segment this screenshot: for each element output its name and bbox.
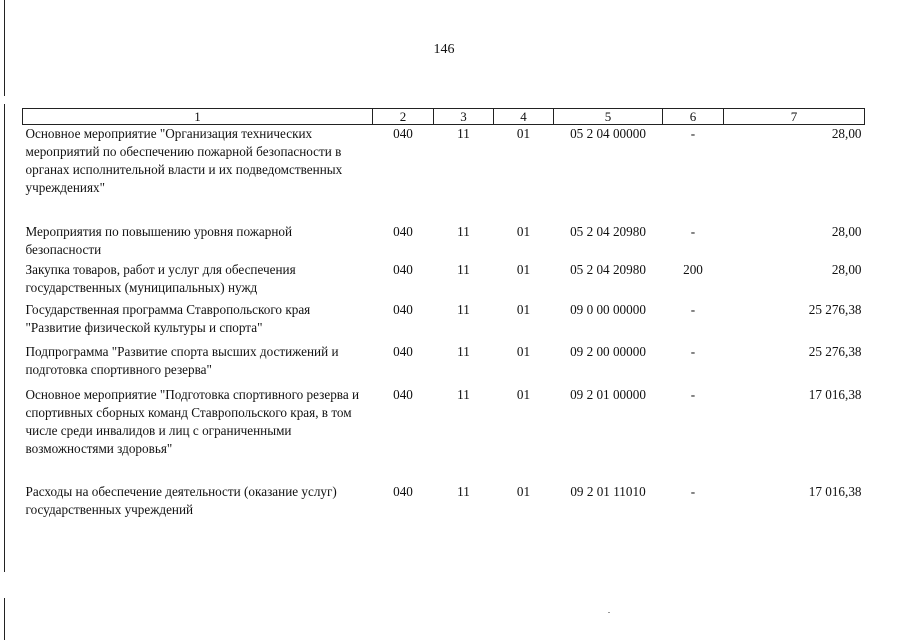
table-row (23, 386, 865, 483)
row-name-cell: Государственная программа Ставропольского края "Развитие физической культуры и спорта" (25, 302, 311, 335)
row-name-cell: Мероприятия по повышению уровня пожарной безопасности (25, 224, 293, 257)
subsection-code-cell: 01 (516, 126, 531, 141)
row-name-cell: Основное мероприятие "Организация технических мероприятий по обеспечению пожарной безопасности в органах исполнительной власти и их подведомственных учреждениях" (25, 126, 343, 195)
subsection-code-cell: 01 (516, 224, 531, 239)
ministry-code-cell: 040 (393, 344, 413, 359)
expense-type-cell: - (690, 224, 696, 239)
amount-cell: 28,00 (831, 126, 862, 141)
left-margin-line (4, 104, 5, 404)
target-code-cell: 09 2 00 00000 (570, 344, 646, 359)
row-name-cell: Подпрограмма "Развитие спорта высших достижений и подготовка спортивного резерва" (25, 344, 339, 377)
ministry-code-cell: 040 (393, 387, 413, 402)
expense-type-cell: - (690, 344, 696, 359)
section-code-cell: 11 (457, 387, 470, 402)
expense-type-cell: 200 (683, 262, 703, 277)
subsection-code-cell: 01 (516, 302, 531, 317)
target-code-cell: 05 2 04 20980 (570, 262, 646, 277)
page-number: 146 (433, 42, 455, 57)
budget-table (22, 108, 865, 523)
ministry-code-cell: 040 (393, 224, 413, 239)
column-header: 3 (434, 109, 494, 125)
expense-type-cell: - (690, 484, 696, 499)
column-header: 2 (373, 109, 434, 125)
amount-cell: 25 276,38 (808, 344, 862, 359)
section-code-cell: 11 (457, 484, 470, 499)
column-header: 4 (494, 109, 554, 125)
row-name-cell: Основное мероприятие "Подготовка спортивного резерва и спортивных сборных команд Ставропольского края, в том числе среди инвалидов и лиц с ограниченными возможностями здоровья" (25, 387, 360, 456)
column-header: 5 (554, 109, 663, 125)
target-code-cell: 05 2 04 00000 (570, 126, 646, 141)
row-name-cell: Расходы на обеспечение деятельности (оказание услуг) государственных учреждений (25, 484, 337, 517)
section-code-cell: 11 (457, 126, 470, 141)
table-row (23, 125, 865, 224)
left-margin-line (4, 404, 5, 572)
table-row (23, 483, 865, 523)
amount-cell: 17 016,38 (808, 387, 862, 402)
section-code-cell: 11 (457, 224, 470, 239)
expense-type-cell: - (690, 302, 696, 317)
section-code-cell: 11 (457, 344, 470, 359)
target-code-cell: 05 2 04 20980 (570, 224, 646, 239)
table-header (23, 109, 865, 125)
column-header: 6 (663, 109, 724, 125)
expense-type-cell: - (690, 387, 696, 402)
amount-cell: 17 016,38 (808, 484, 862, 499)
amount-cell: 28,00 (831, 262, 862, 277)
row-name-cell: Закупка товаров, работ и услуг для обеспечения государственных (муниципальных) нужд (25, 262, 296, 295)
table-row (23, 301, 865, 343)
subsection-code-cell: 01 (516, 344, 531, 359)
subsection-code-cell: 01 (516, 387, 531, 402)
target-code-cell: 09 0 00 00000 (570, 302, 646, 317)
scan-speck (608, 612, 610, 613)
ministry-code-cell: 040 (393, 302, 413, 317)
section-code-cell: 11 (457, 302, 470, 317)
ministry-code-cell: 040 (393, 126, 413, 141)
section-code-cell: 11 (457, 262, 470, 277)
column-header: 1 (23, 109, 373, 125)
ministry-code-cell: 040 (393, 484, 413, 499)
amount-cell: 25 276,38 (808, 302, 862, 317)
left-margin-line (4, 598, 5, 640)
target-code-cell: 09 2 01 00000 (570, 387, 646, 402)
column-header: 7 (724, 109, 865, 125)
ministry-code-cell: 040 (393, 262, 413, 277)
target-code-cell: 09 2 01 11010 (570, 484, 646, 499)
subsection-code-cell: 01 (516, 262, 531, 277)
table-row (23, 343, 865, 386)
table-row (23, 261, 865, 301)
table-row (23, 223, 865, 261)
subsection-code-cell: 01 (516, 484, 531, 499)
amount-cell: 28,00 (831, 224, 862, 239)
expense-type-cell: - (690, 126, 696, 141)
